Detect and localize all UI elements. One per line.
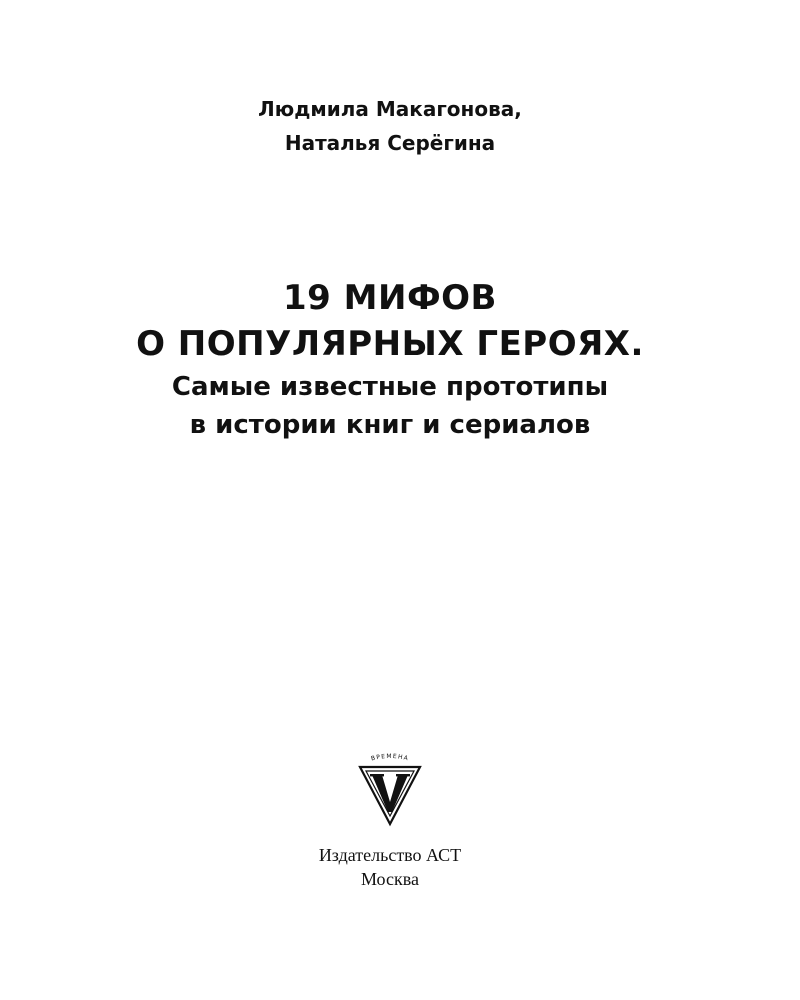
publisher-city: Москва [361,869,419,889]
publisher-name: Издательство АСТ [318,845,462,865]
logo-text: ВРЕМЕНА [370,752,410,763]
author-line-1: Людмила Макагонова, [258,97,522,121]
title-line-1: 19 МИФОВ [283,278,497,318]
author-line-2: Наталья Серёгина [284,131,496,155]
subtitle-line-1: Самые известные прототипы [171,372,609,402]
svg-text:ВРЕМЕНА [370,753,409,763]
subtitle-line-2: в истории книг и сериалов [189,410,591,440]
vremena-logo-icon [355,752,425,830]
publisher-info [0,843,780,891]
book-title [0,275,780,443]
authors [0,92,780,160]
title-line-2: О ПОПУЛЯРНЫХ ГЕРОЯХ. [136,324,644,364]
